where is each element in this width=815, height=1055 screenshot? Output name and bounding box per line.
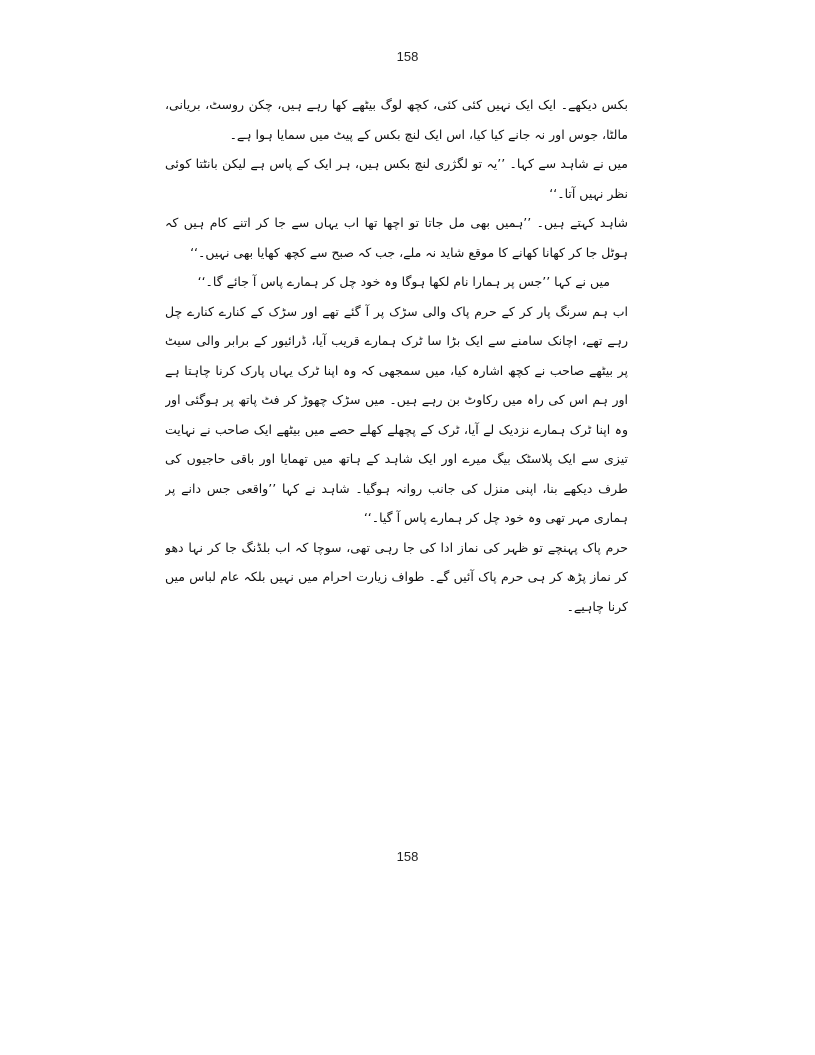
body-text xyxy=(165,90,628,700)
paragraph: میں نے شاہد سے کہا۔ ’’یہ تو لگژری لنچ بکس ہیں، ہر ایک کے پاس ہے لیکن بانٹتا کوئی نظر نہیں آتا۔‘‘ xyxy=(165,156,628,201)
paragraph: اب ہم سرنگ پار کر کے حرم پاک والی سڑک پر آ گئے تھے اور سڑک کے کنارے کنارے چل رہے تھے، اچانک سامنے سے ایک بڑا سا ٹرک ہمارے قریب آیا، ڈرائیور کے برابر والی سیٹ پر بیٹھے صاحب نے کچھ اشارہ کیا، میں سمجھی کہ وہ اپنا ٹرک یہاں پارک کرنا چاہتا ہے اور ہم اس کی راہ میں رکاوٹ بن رہے ہیں۔ میں سڑک چھوڑ کر فٹ پاتھ پر ہوگئی اور وہ اپنا ٹرک ہمارے نزدیک لے آیا، ٹرک کے پچھلے کھلے حصے میں بیٹھے ایک صاحب نے نہایت تیزی سے ایک پلاسٹک بیگ میرے اور ایک شاہد کے ہاتھ میں تھمایا اور باقی حاجیوں کی طرف دیکھے بنا، اپنی منزل کی جانب روانہ ہوگیا۔ شاہد نے کہا ’’واقعی جس دانے پر ہماری مہر تھی وہ خود چل کر ہمارے پاس آ گیا۔‘‘ xyxy=(165,303,628,525)
page-number-top: 158 xyxy=(396,49,419,64)
paragraph: حرم پاک پہنچے تو ظہر کی نماز ادا کی جا رہی تھی، سوچا کہ اب بلڈنگ جا کر نہا دھو کر نماز پڑھ کر ہی حرم پاک آئیں گے۔ طواف زیارت احرام میں نہیں بلکہ عام لباس میں کرنا چاہیے۔ xyxy=(165,539,628,614)
paragraph: میں نے کہا ’’جس پر ہمارا نام لکھا ہوگا وہ خود چل کر ہمارے پاس آ جائے گا۔‘‘ xyxy=(197,274,610,289)
paragraph: شاہد کہتے ہیں۔ ’’ہمیں بھی مل جاتا تو اچھا تھا اب یہاں سے جا کر اتنے کام ہیں کہ ہوٹل جا کر کھانا کھانے کا موقع شاید نہ ملے، جب کہ صبح سے کچھ کھایا بھی نہیں۔‘‘ xyxy=(165,215,628,260)
page-number-bottom: 158 xyxy=(396,849,419,864)
paragraph: بکس دیکھے۔ ایک ایک نہیں کئی کئی، کچھ لوگ بیٹھے کھا رہے ہیں، چکن روسٹ، بریانی، مالٹا، جوس اور نہ جانے کیا کیا، اس ایک لنچ بکس کے پیٹ میں سمایا ہوا ہے۔ xyxy=(165,97,628,142)
